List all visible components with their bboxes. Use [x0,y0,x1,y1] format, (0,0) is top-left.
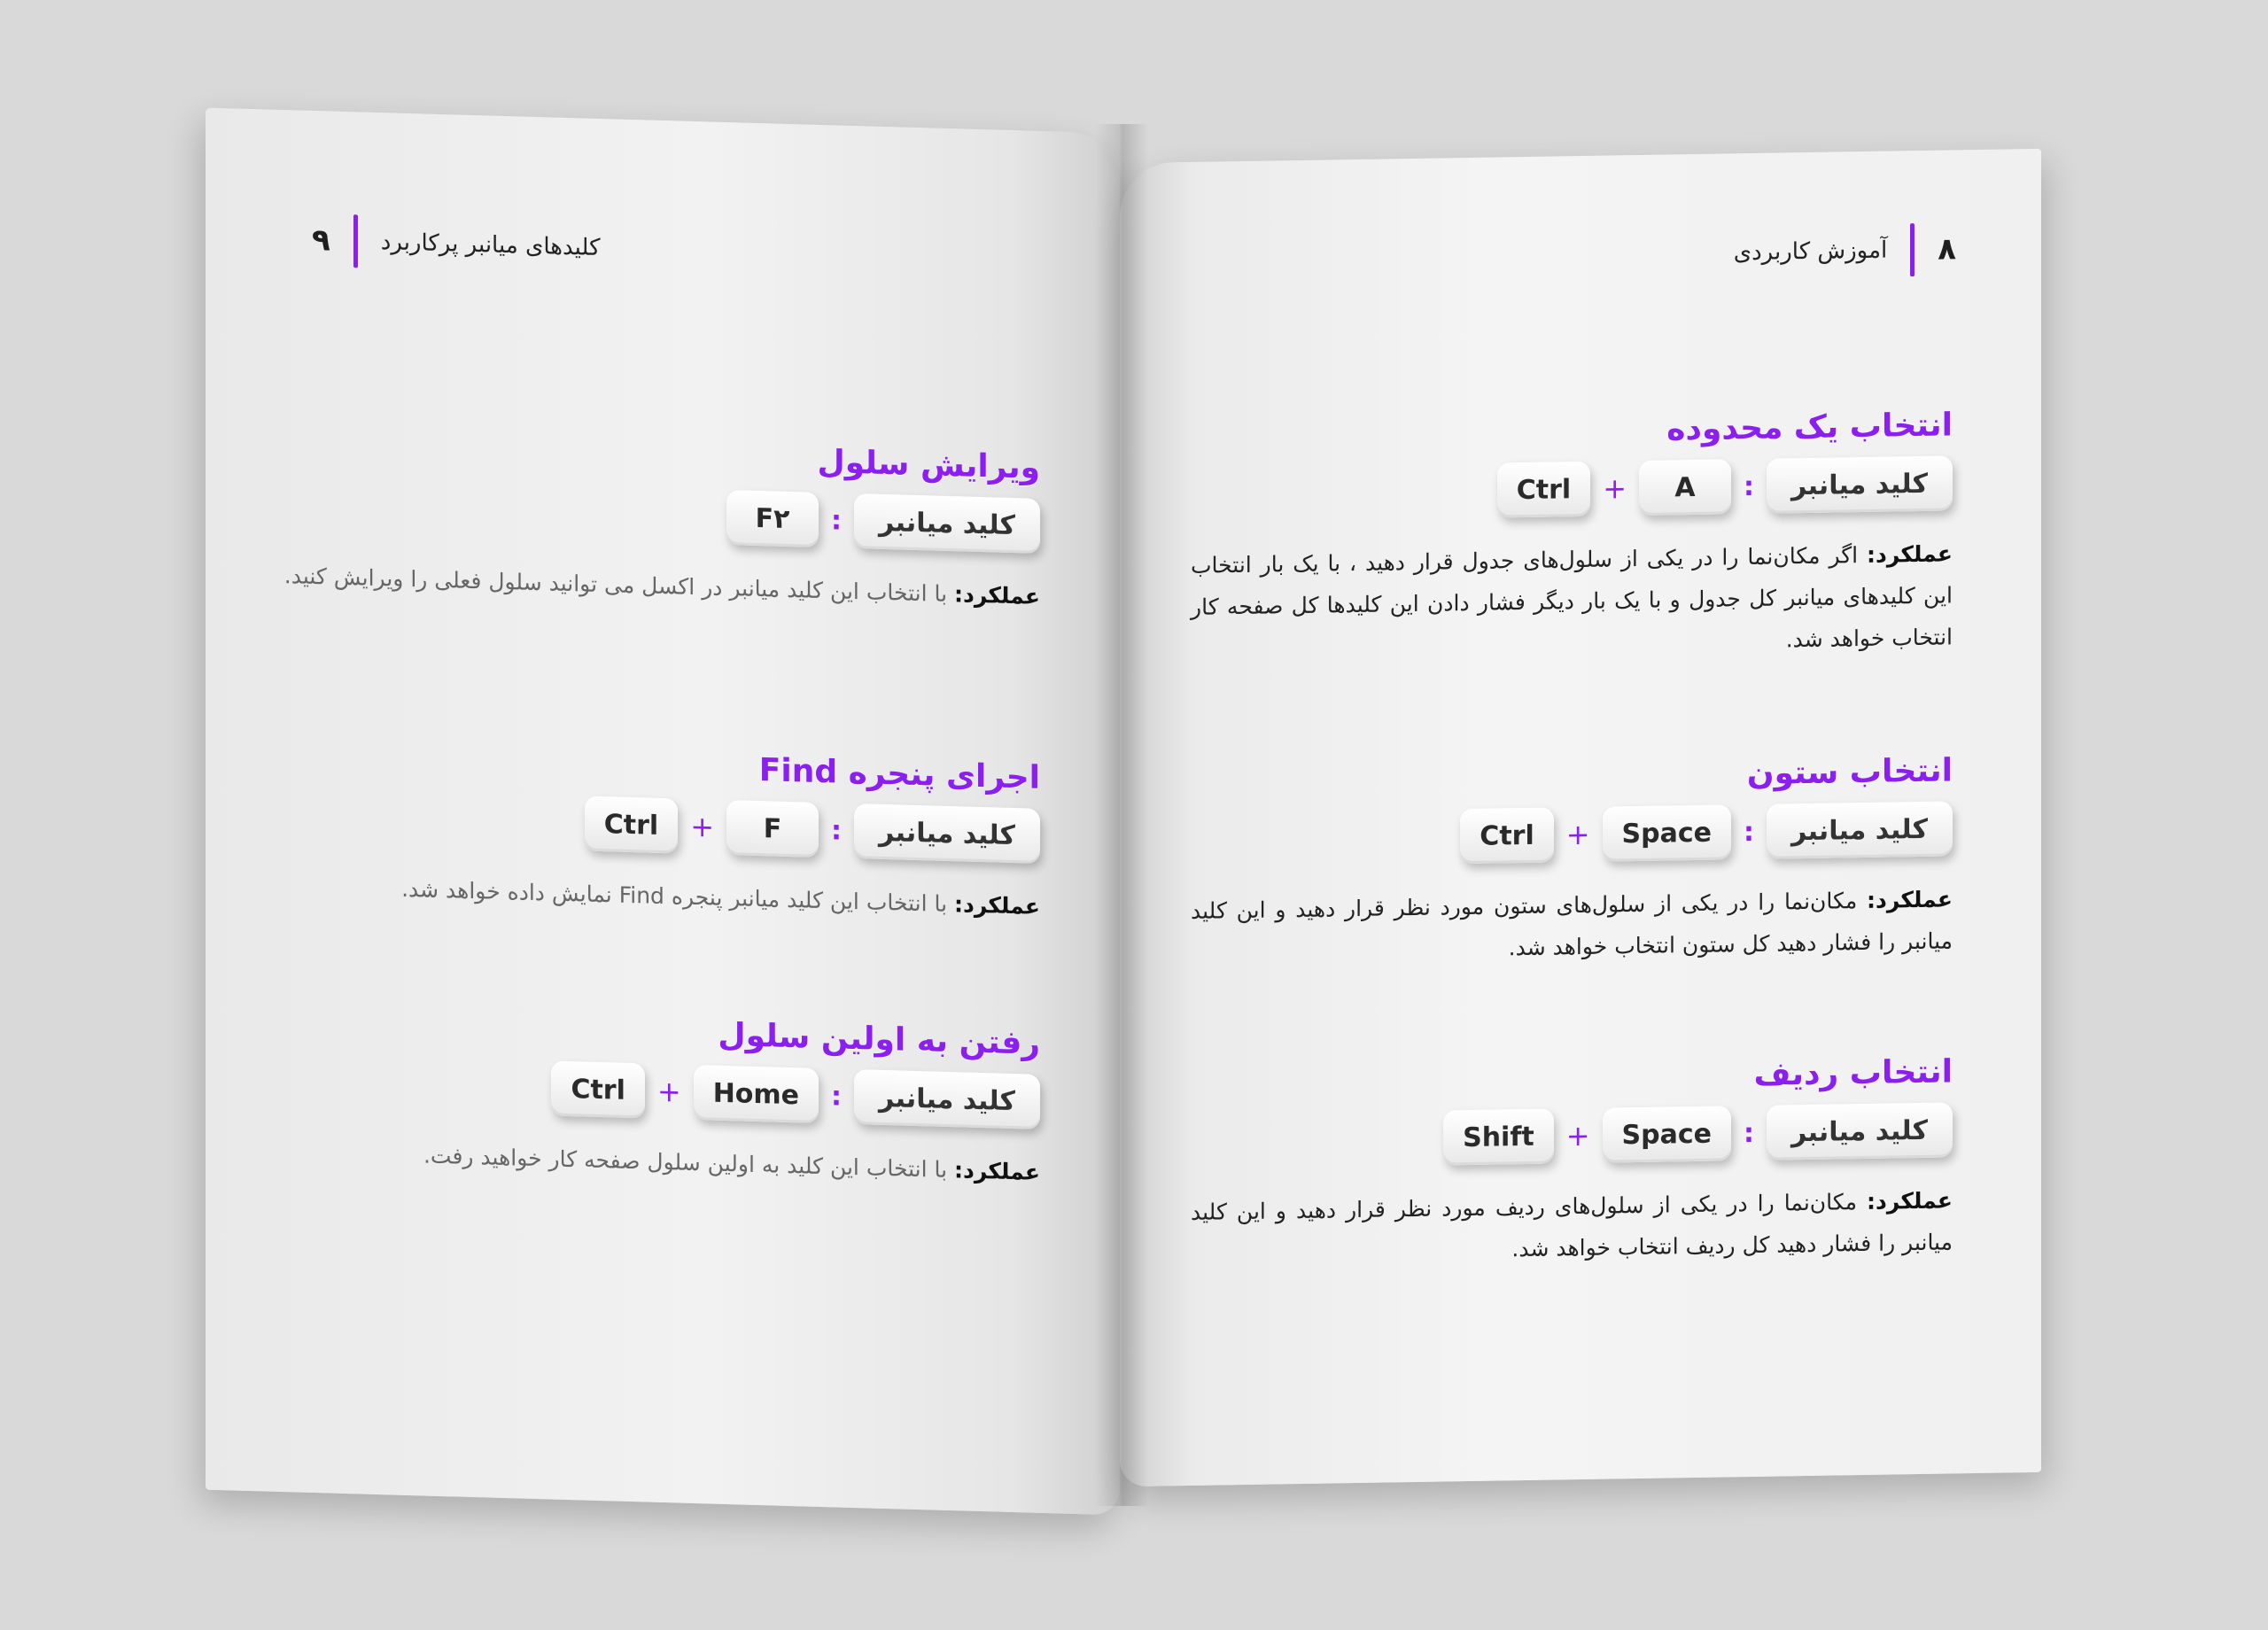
right-page-header [1734,222,1956,279]
key-cap: Ctrl [1460,807,1553,864]
description-text: اگر مکان‌نما را در یکی از سلول‌های جدول قرار دهید ، با یک بار انتخاب این کلیدهای میانبر کل جدول و با یک بار دیگر فشار دادن این کلیدها کل صفحه کار انتخاب خواهد شد. [1191,541,1953,653]
plus-sign: + [1565,1118,1590,1153]
description-text: با انتخاب این کلید میانبر در اکسل می توانید سلول فعلی را ویرایش کنید. [284,563,955,608]
colon: : [831,504,843,537]
section-find-window [278,739,1040,950]
shortcut-label: کلید میانبر [1767,801,1953,858]
header-divider [1910,223,1915,276]
key-cap: Ctrl [551,1060,644,1118]
shortcut-label: کلید میانبر [854,1069,1040,1129]
description-label: عملکرد: [954,1157,1040,1185]
plus-sign: + [690,809,715,844]
shortcut-row [278,1053,1040,1129]
section-first-cell [278,1005,1040,1215]
section-select-range [1191,407,1953,692]
key-cap: F [726,800,819,858]
description-label: عملکرد: [1867,886,1953,913]
left-page [206,108,1120,1516]
section-title: انتخاب یک محدوده [1666,407,1953,448]
section-select-row [1191,1053,1953,1297]
section-title: اجرای پنجره Find [758,752,1040,796]
page-number: ۹ [312,221,330,259]
key-cap: Space [1603,1106,1731,1162]
shortcut-row [278,788,1040,864]
description-text: با انتخاب این کلید به اولین سلول صفحه کار خواهید رفت. [423,1142,955,1184]
key-cap: F۲ [726,490,819,547]
left-page-header [312,213,600,275]
key-cap: Ctrl [1497,462,1590,518]
description [278,1130,1040,1193]
plus-sign: + [1565,817,1590,852]
description-text: مکان‌نما را در یکی از سلول‌های ردیف مورد نظر قرار دهید و این کلید میانبر را فشار دهید کل ردیف انتخاب خواهد شد. [1191,1188,1953,1262]
description-label: عملکرد: [954,581,1040,609]
description [278,865,1040,928]
section-title: انتخاب ستون [1746,752,1953,793]
shortcut-row [1191,1102,1953,1169]
colon: : [831,814,843,847]
shortcut-row [1191,455,1953,523]
shortcut-row [278,477,1040,554]
colon: : [1744,816,1755,848]
description-text: با انتخاب این کلید میانبر پنجره Find نمایش داده خواهد شد. [401,875,955,918]
description [278,555,1040,617]
plus-sign: + [656,1074,681,1109]
description-label: عملکرد: [954,891,1040,920]
shortcut-label: کلید میانبر [854,493,1040,554]
section-edit-cell [278,429,1040,640]
key-cap: Home [694,1065,819,1123]
shortcut-label: کلید میانبر [854,803,1040,864]
description [1191,532,1953,670]
running-title: آموزش کاربردی [1733,237,1888,267]
description [1191,878,1953,974]
header-divider [353,214,358,268]
shortcut-row [1191,801,1953,868]
shortcut-label: کلید میانبر [1767,455,1953,513]
plus-sign: + [1603,471,1627,506]
description-label: عملکرد: [1867,1187,1953,1215]
section-select-column [1191,752,1953,996]
section-title: رفتن به اولین سلول [718,1016,1040,1062]
colon: : [831,1080,843,1113]
key-cap: A [1639,459,1731,516]
description-label: عملکرد: [1867,540,1953,568]
section-title: ویرایش سلول [817,443,1040,486]
page-number: ۸ [1938,231,1956,268]
key-cap: Ctrl [585,796,678,854]
key-cap: Space [1603,804,1731,861]
description-text: مکان‌نما را در یکی از سلول‌های ستون مورد نظر قرار دهید و این کلید میانبر را فشار دهید کل ستون انتخاب خواهد شد. [1191,887,1953,961]
colon: : [1744,1117,1755,1149]
right-page [1120,149,2041,1486]
shortcut-label: کلید میانبر [1767,1102,1953,1160]
key-cap: Shift [1443,1108,1554,1165]
section-title: انتخاب ردیف [1753,1053,1953,1093]
colon: : [1744,470,1755,502]
running-title: کلیدهای میانبر پرکاربرد [380,229,601,262]
description [1191,1179,1953,1275]
